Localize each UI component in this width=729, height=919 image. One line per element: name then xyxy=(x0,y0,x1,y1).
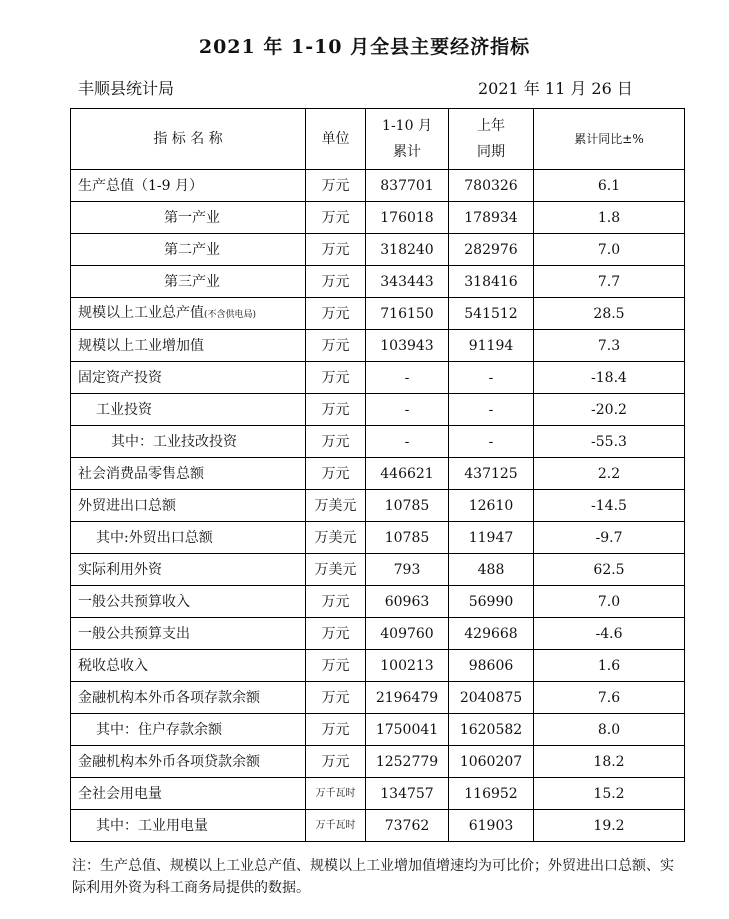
row-prior: 282976 xyxy=(449,234,534,266)
row-unit: 万元 xyxy=(306,266,366,298)
row-prior: 12610 xyxy=(449,490,534,522)
row-unit: 万元 xyxy=(306,426,366,458)
row-cumulative: - xyxy=(366,426,449,458)
table-row xyxy=(71,810,685,842)
row-prior: 91194 xyxy=(449,330,534,362)
row-cumulative: 134757 xyxy=(366,778,449,810)
table-row xyxy=(71,682,685,714)
row-unit: 万元 xyxy=(306,394,366,426)
row-unit: 万元 xyxy=(306,362,366,394)
row-prior: 178934 xyxy=(449,202,534,234)
row-prior: 2040875 xyxy=(449,682,534,714)
row-name: 第二产业 xyxy=(71,234,306,266)
table-header-row xyxy=(71,109,685,170)
row-cumulative: 100213 xyxy=(366,650,449,682)
row-name: 实际利用外资 xyxy=(71,554,306,586)
row-ratio: -18.4 xyxy=(534,362,685,394)
page-title: 2021 年 1-10 月全县主要经济指标 xyxy=(198,36,531,58)
table-row xyxy=(71,234,685,266)
row-name-note: (不含供电局) xyxy=(204,309,257,320)
row-unit: 万元 xyxy=(306,458,366,490)
row-prior: 318416 xyxy=(449,266,534,298)
row-prior: 1620582 xyxy=(449,714,534,746)
row-prior: 61903 xyxy=(449,810,534,842)
row-unit: 万元 xyxy=(306,746,366,778)
header-ratio: 累计同比±% xyxy=(534,109,685,170)
row-cumulative: 446621 xyxy=(366,458,449,490)
row-name: 第三产业 xyxy=(71,266,306,298)
row-name: 固定资产投资 xyxy=(71,362,306,394)
row-prior: - xyxy=(449,362,534,394)
row-ratio: 2.2 xyxy=(534,458,685,490)
table-row xyxy=(71,170,685,202)
row-cumulative: 73762 xyxy=(366,810,449,842)
row-unit: 万美元 xyxy=(306,522,366,554)
row-name: 其中：住户存款余额 xyxy=(71,714,306,746)
row-unit: 万元 xyxy=(306,170,366,202)
row-name: 社会消费品零售总额 xyxy=(71,458,306,490)
row-cumulative: 10785 xyxy=(366,490,449,522)
row-name: 一般公共预算收入 xyxy=(71,586,306,618)
row-ratio: 19.2 xyxy=(534,810,685,842)
row-unit: 万元 xyxy=(306,234,366,266)
table-row xyxy=(71,362,685,394)
row-name xyxy=(71,298,306,330)
header-prior-line1: 上年 xyxy=(477,118,505,134)
issuer: 丰顺县统计局 xyxy=(78,79,175,98)
row-prior: 56990 xyxy=(449,586,534,618)
table-row xyxy=(71,522,685,554)
row-cumulative: 793 xyxy=(366,554,449,586)
row-unit: 万千瓦时 xyxy=(306,810,366,842)
table-row xyxy=(71,554,685,586)
row-unit: 万元 xyxy=(306,682,366,714)
table-row xyxy=(71,394,685,426)
row-prior: 541512 xyxy=(449,298,534,330)
row-ratio: -9.7 xyxy=(534,522,685,554)
table-row xyxy=(71,202,685,234)
row-ratio: 18.2 xyxy=(534,746,685,778)
row-cumulative: 318240 xyxy=(366,234,449,266)
row-cumulative: 60963 xyxy=(366,586,449,618)
row-ratio: 1.8 xyxy=(534,202,685,234)
row-ratio: 1.6 xyxy=(534,650,685,682)
row-name: 金融机构本外币各项存款余额 xyxy=(71,682,306,714)
row-name: 工业投资 xyxy=(71,394,306,426)
table-row xyxy=(71,458,685,490)
header-cumulative-line2: 累计 xyxy=(393,144,421,160)
row-unit: 万美元 xyxy=(306,554,366,586)
row-ratio: 62.5 xyxy=(534,554,685,586)
row-unit: 万元 xyxy=(306,618,366,650)
row-name: 其中:外贸出口总额 xyxy=(71,522,306,554)
row-ratio: 7.0 xyxy=(534,586,685,618)
row-ratio: 8.0 xyxy=(534,714,685,746)
row-name: 规模以上工业增加值 xyxy=(71,330,306,362)
row-prior: 429668 xyxy=(449,618,534,650)
row-name: 一般公共预算支出 xyxy=(71,618,306,650)
row-prior: - xyxy=(449,394,534,426)
row-cumulative: 176018 xyxy=(366,202,449,234)
table-row xyxy=(71,650,685,682)
row-ratio: 6.1 xyxy=(534,170,685,202)
row-prior: 437125 xyxy=(449,458,534,490)
row-unit: 万元 xyxy=(306,650,366,682)
row-cumulative: 716150 xyxy=(366,298,449,330)
header-indicator: 指 标 名 称 xyxy=(71,109,306,170)
row-unit: 万元 xyxy=(306,298,366,330)
row-ratio: -55.3 xyxy=(534,426,685,458)
row-cumulative: - xyxy=(366,362,449,394)
row-name: 全社会用电量 xyxy=(71,778,306,810)
table-row xyxy=(71,746,685,778)
row-prior: 98606 xyxy=(449,650,534,682)
row-name: 生产总值（1-9 月） xyxy=(71,170,306,202)
table-row xyxy=(71,714,685,746)
row-prior: 11947 xyxy=(449,522,534,554)
row-name: 其中：工业用电量 xyxy=(71,810,306,842)
row-name: 税收总收入 xyxy=(71,650,306,682)
row-cumulative: 1252779 xyxy=(366,746,449,778)
row-cumulative: 103943 xyxy=(366,330,449,362)
row-ratio: 7.7 xyxy=(534,266,685,298)
row-ratio: -20.2 xyxy=(534,394,685,426)
row-ratio: 7.3 xyxy=(534,330,685,362)
row-ratio: 28.5 xyxy=(534,298,685,330)
indicator-table xyxy=(70,108,685,842)
row-cumulative: 10785 xyxy=(366,522,449,554)
row-prior: 116952 xyxy=(449,778,534,810)
table-row xyxy=(71,586,685,618)
report-date: 2021 年 11 月 26 日 xyxy=(478,79,633,98)
table-row xyxy=(71,618,685,650)
header-cumulative-line1: 1-10 月 xyxy=(382,118,432,134)
row-ratio: 7.0 xyxy=(534,234,685,266)
table-row xyxy=(71,330,685,362)
row-name: 其中：工业技改投资 xyxy=(71,426,306,458)
row-prior: 780326 xyxy=(449,170,534,202)
row-prior: 488 xyxy=(449,554,534,586)
row-unit: 万元 xyxy=(306,330,366,362)
row-prior: 1060207 xyxy=(449,746,534,778)
row-ratio: 15.2 xyxy=(534,778,685,810)
header-prior xyxy=(449,109,534,170)
row-ratio: 7.6 xyxy=(534,682,685,714)
header-unit: 单位 xyxy=(306,109,366,170)
row-unit: 万元 xyxy=(306,586,366,618)
row-cumulative: 409760 xyxy=(366,618,449,650)
row-unit: 万美元 xyxy=(306,490,366,522)
row-cumulative: 2196479 xyxy=(366,682,449,714)
row-unit: 万元 xyxy=(306,714,366,746)
header-cumulative xyxy=(366,109,449,170)
row-cumulative: 837701 xyxy=(366,170,449,202)
row-unit: 万千瓦时 xyxy=(306,778,366,810)
row-cumulative: 343443 xyxy=(366,266,449,298)
row-unit: 万元 xyxy=(306,202,366,234)
row-name: 第一产业 xyxy=(71,202,306,234)
table-row xyxy=(71,266,685,298)
table-row xyxy=(71,426,685,458)
row-cumulative: - xyxy=(366,394,449,426)
row-name: 金融机构本外币各项贷款余额 xyxy=(71,746,306,778)
table-row xyxy=(71,490,685,522)
table-row xyxy=(71,298,685,330)
row-name: 外贸进出口总额 xyxy=(71,490,306,522)
row-name-text: 规模以上工业总产值 xyxy=(78,304,204,321)
footnote: 注：生产总值、规模以上工业总产值、规模以上工业增加值增速均为可比价；外贸进出口总额、实际利用外资为科工商务局提供的数据。 xyxy=(72,858,674,896)
row-ratio: -4.6 xyxy=(534,618,685,650)
row-cumulative: 1750041 xyxy=(366,714,449,746)
row-ratio: -14.5 xyxy=(534,490,685,522)
row-prior: - xyxy=(449,426,534,458)
header-prior-line2: 同期 xyxy=(477,144,505,160)
table-row xyxy=(71,778,685,810)
